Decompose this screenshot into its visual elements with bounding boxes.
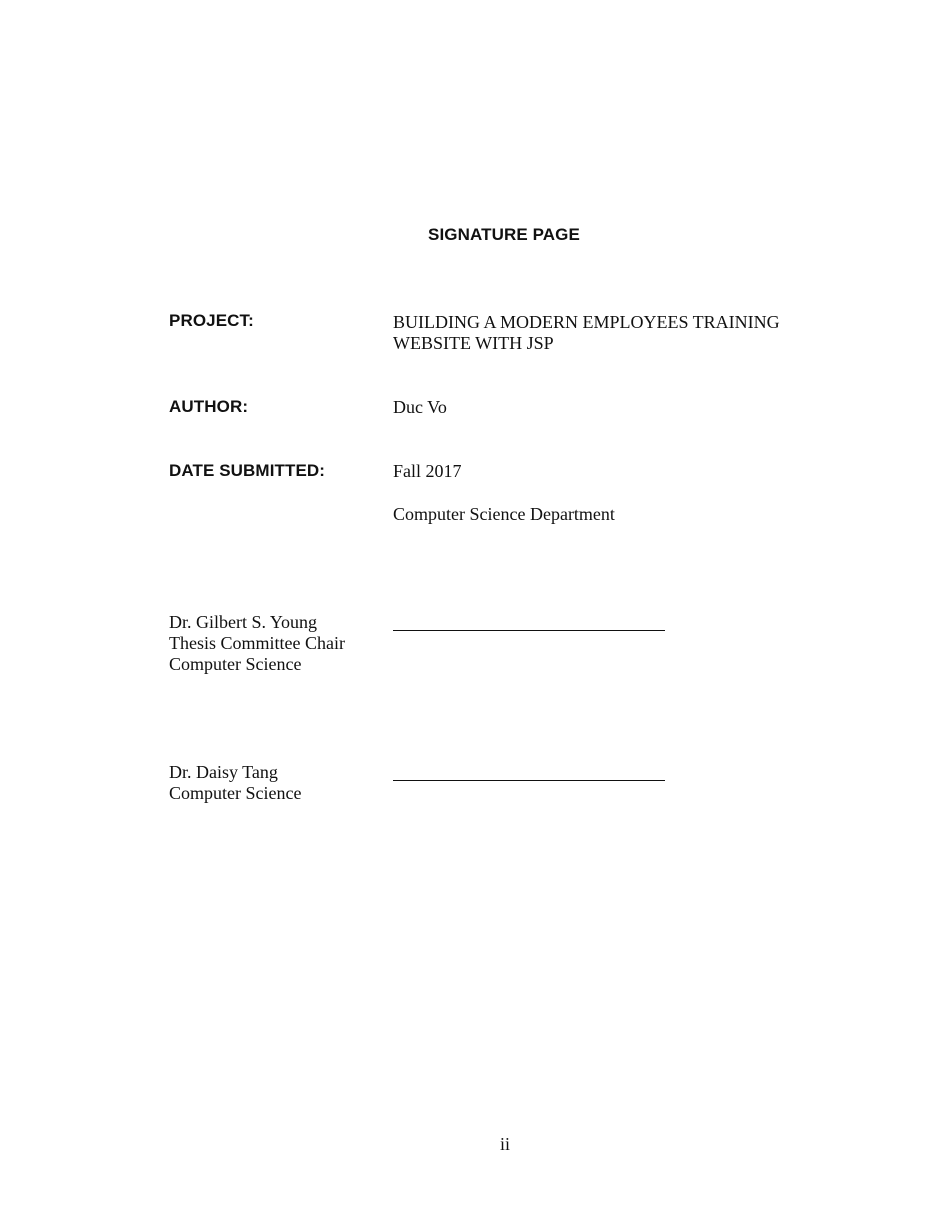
signer-block-1 <box>169 612 345 675</box>
date-submitted-value: Fall 2017 <box>393 461 462 481</box>
signer-name: Dr. Daisy Tang <box>169 762 278 782</box>
signer-department: Computer Science <box>169 654 302 674</box>
signer-department: Computer Science <box>169 783 302 803</box>
author-label: AUTHOR: <box>169 397 249 416</box>
project-value <box>393 312 780 354</box>
project-label: PROJECT: <box>169 311 254 330</box>
department-value: Computer Science Department <box>393 504 615 524</box>
page-title: SIGNATURE PAGE <box>428 225 580 244</box>
project-value-line-2: WEBSITE WITH JSP <box>393 333 554 353</box>
date-submitted-label: DATE SUBMITTED: <box>169 461 326 480</box>
signer-role: Thesis Committee Chair <box>169 633 345 653</box>
signature-line-2 <box>393 780 665 781</box>
signer-block-2 <box>169 762 301 804</box>
author-value: Duc Vo <box>393 397 447 417</box>
page-number: ii <box>499 1134 510 1154</box>
signature-line-1 <box>393 630 665 631</box>
project-value-line-1: BUILDING A MODERN EMPLOYEES TRAINING <box>393 312 780 332</box>
signer-name: Dr. Gilbert S. Young <box>169 612 318 632</box>
